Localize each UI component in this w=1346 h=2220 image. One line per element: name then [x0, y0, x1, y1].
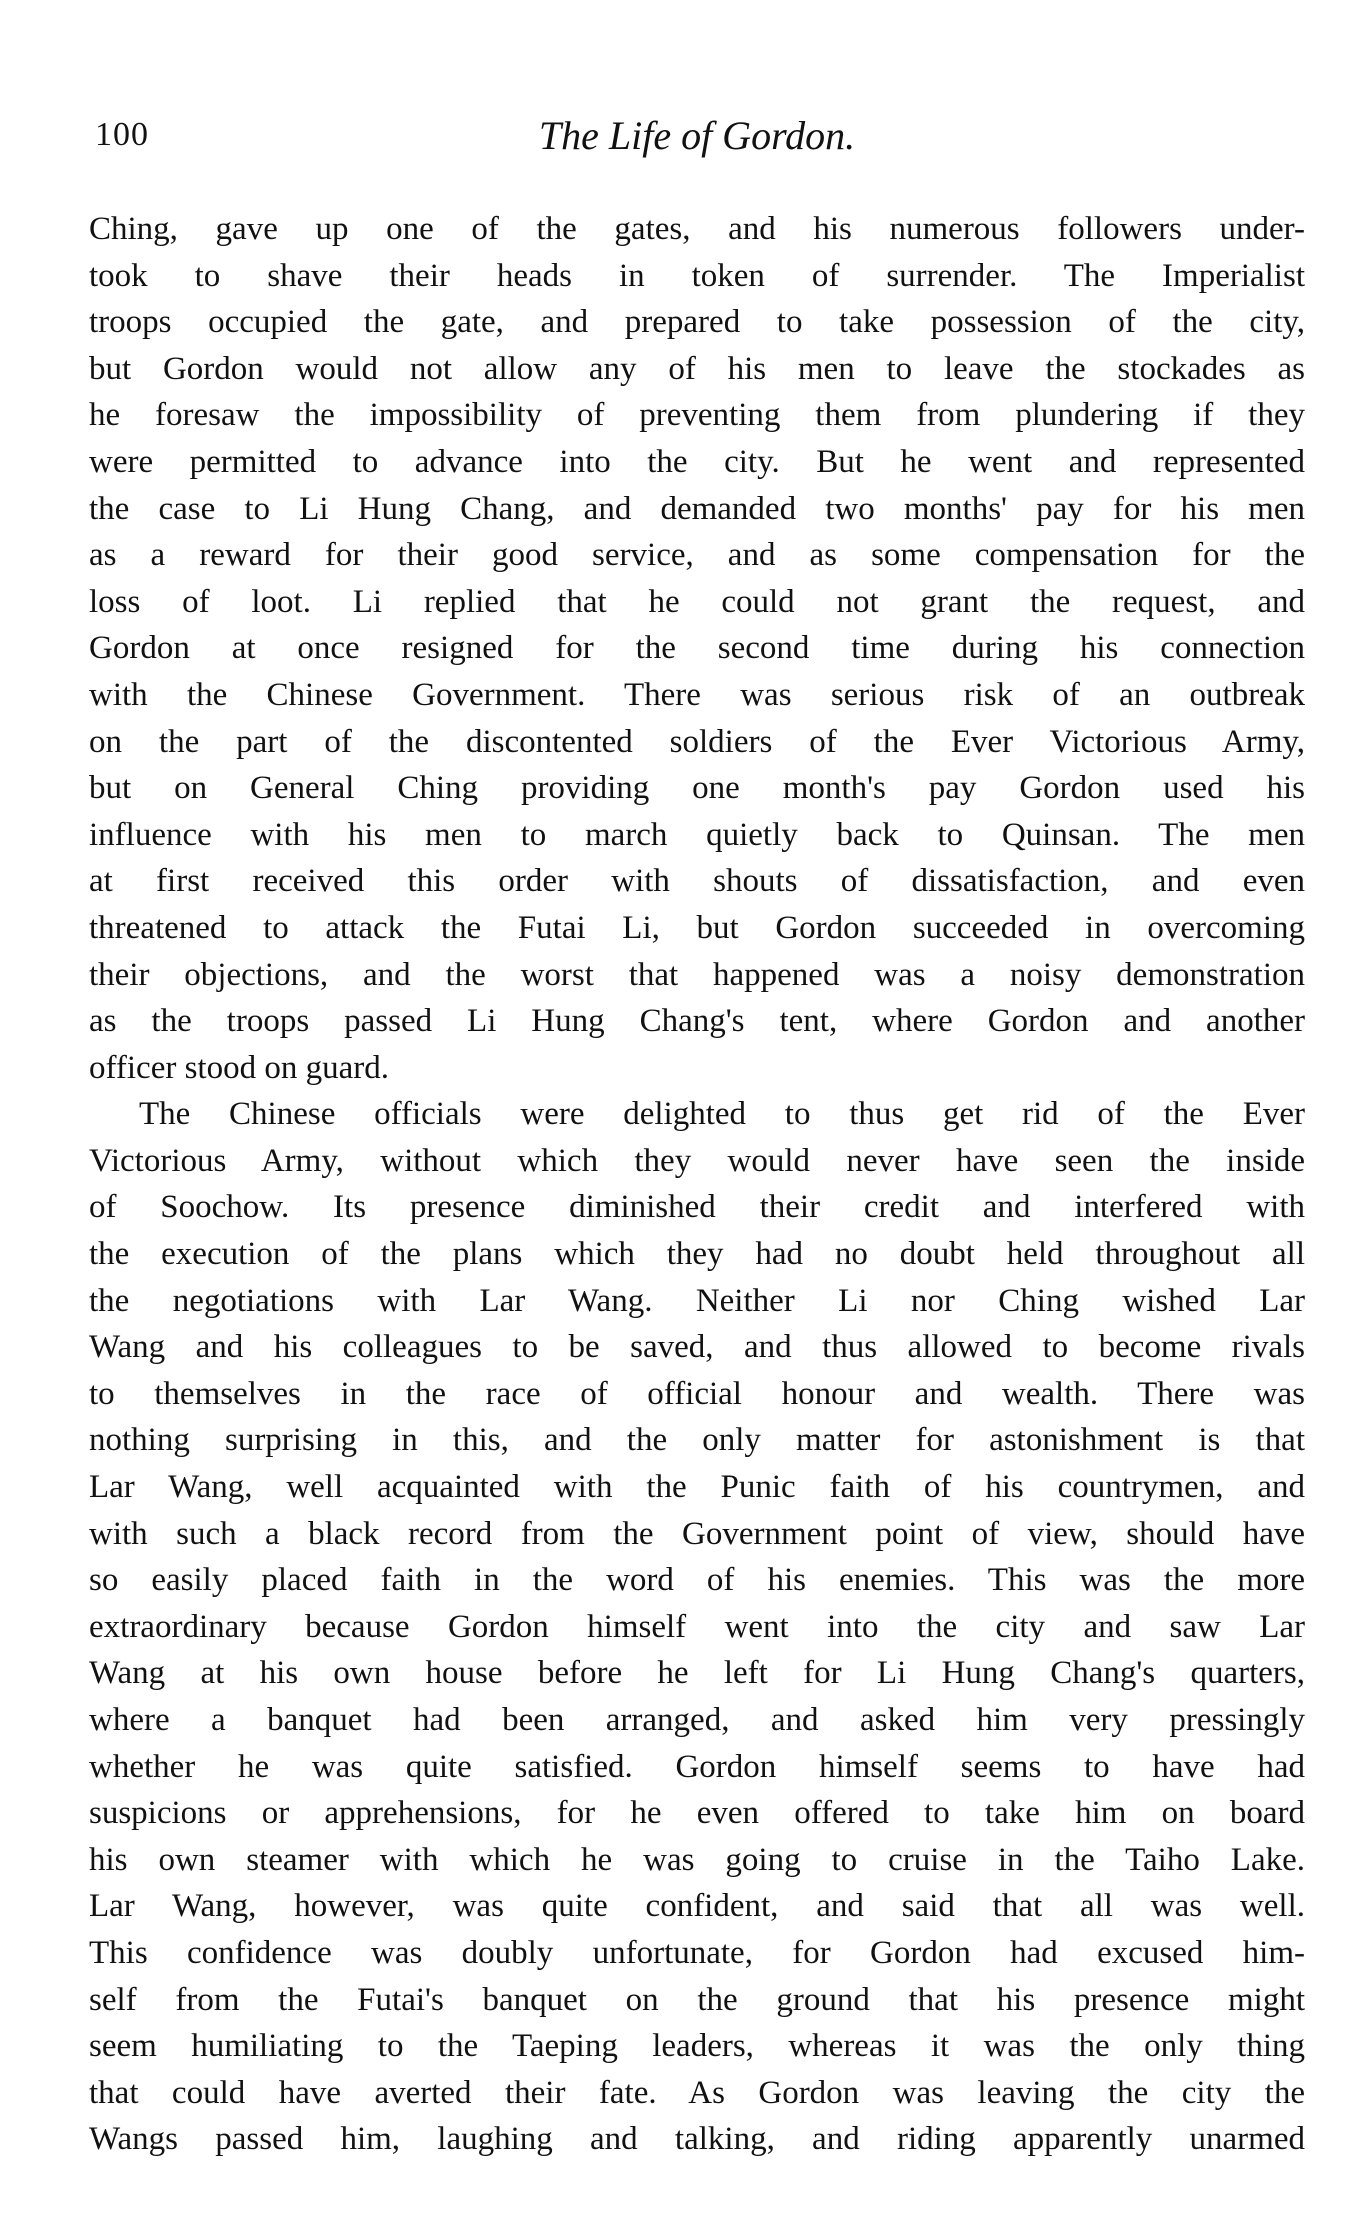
running-title: The Life of Gordon. [538, 113, 856, 158]
text-line: seem humiliating to the Taeping leaders, whereas it was the only thing [89, 2028, 1305, 2065]
text-line: were permitted to advance into the city. But he went and represented [89, 443, 1305, 480]
text-line: threatened to attack the Futai Li, but Gordon succeeded in overcoming [89, 909, 1305, 946]
text-line: at first received this order with shouts of dissatisfaction, and even [89, 863, 1305, 900]
text-line: officer stood on guard. [89, 1049, 389, 1086]
text-line: whether he was quite satisfied. Gordon himself seems to have had [89, 1748, 1305, 1785]
text-line: as a reward for their good service, and as some compensation for the [89, 537, 1305, 574]
text-line: so easily placed faith in the word of his enemies. This was the more [89, 1562, 1305, 1599]
text-line: Wang and his colleagues to be saved, and thus allowed to become rivals [89, 1329, 1305, 1366]
text-line: where a banquet had been arranged, and asked him very pressingly [89, 1702, 1305, 1738]
text-line: extraordinary because Gordon himself went into the city and saw Lar [89, 1608, 1305, 1645]
text-line: took to shave their heads in token of surrender. The Imperialist [89, 257, 1305, 294]
text-line: but on General Ching providing one month's pay Gordon used his [89, 770, 1305, 807]
text-line: The Chinese officials were delighted to thus get rid of the Ever [139, 1096, 1305, 1133]
text-line: he foresaw the impossibility of preventing them from plundering if they [89, 397, 1305, 434]
text-line: suspicions or apprehensions, for he even offered to take him on board [89, 1795, 1305, 1832]
text-line: self from the Futai's banquet on the ground that his presence might [89, 1981, 1305, 2018]
text-line: to themselves in the race of official honour and wealth. There was [89, 1375, 1305, 1412]
text-line: Gordon at once resigned for the second time during his connection [89, 630, 1305, 667]
text-line: but Gordon would not allow any of his men to leave the stockades as [89, 350, 1305, 387]
text-line: that could have averted their fate. As Gordon was leaving the city the [89, 2074, 1305, 2111]
text-line: of Soochow. Its presence diminished their credit and interfered with [89, 1189, 1305, 1226]
text-line: Lar Wang, however, was quite confident, and said that all was well. [89, 1888, 1305, 1925]
text-line: This confidence was doubly unfortunate, for Gordon had excused him- [89, 1934, 1305, 1971]
page-number: 100 [95, 116, 149, 153]
text-line: the case to Li Hung Chang, and demanded two months' pay for his men [89, 490, 1305, 527]
text-line: Ching, gave up one of the gates, and his numerous followers under- [89, 211, 1305, 247]
body-text [89, 206, 1305, 2163]
text-line: nothing surprising in this, and the only matter for astonishment is that [89, 1422, 1305, 1459]
text-line: the execution of the plans which they had no doubt held throughout all [89, 1236, 1305, 1273]
text-line: the negotiations with Lar Wang. Neither Li nor Ching wished Lar [89, 1282, 1305, 1319]
text-line: as the troops passed Li Hung Chang's tent, where Gordon and another [89, 1003, 1305, 1040]
text-line: Wangs passed him, laughing and talking, and riding apparently unarmed [89, 2121, 1305, 2158]
text-line: Wang at his own house before he left for Li Hung Chang's quarters, [89, 1655, 1305, 1692]
page-header [89, 112, 1305, 162]
text-line: on the part of the discontented soldiers of the Ever Victorious Army, [89, 723, 1305, 760]
text-line: troops occupied the gate, and prepared to take possession of the city, [89, 304, 1305, 341]
text-line: Lar Wang, well acquainted with the Punic faith of his countrymen, and [89, 1469, 1305, 1506]
paragraph [89, 1091, 1305, 2163]
text-line: with the Chinese Government. There was serious risk of an outbreak [89, 676, 1305, 713]
text-line: with such a black record from the Government point of view, should have [89, 1515, 1305, 1552]
text-line: influence with his men to march quietly back to Quinsan. The men [89, 816, 1305, 853]
text-line: loss of loot. Li replied that he could not grant the request, and [89, 583, 1305, 620]
text-line: his own steamer with which he was going to cruise in the Taiho Lake. [89, 1841, 1305, 1878]
paragraph [89, 206, 1305, 1091]
text-line: their objections, and the worst that happened was a noisy demonstration [89, 956, 1305, 993]
text-line: Victorious Army, without which they would never have seen the inside [89, 1142, 1305, 1179]
